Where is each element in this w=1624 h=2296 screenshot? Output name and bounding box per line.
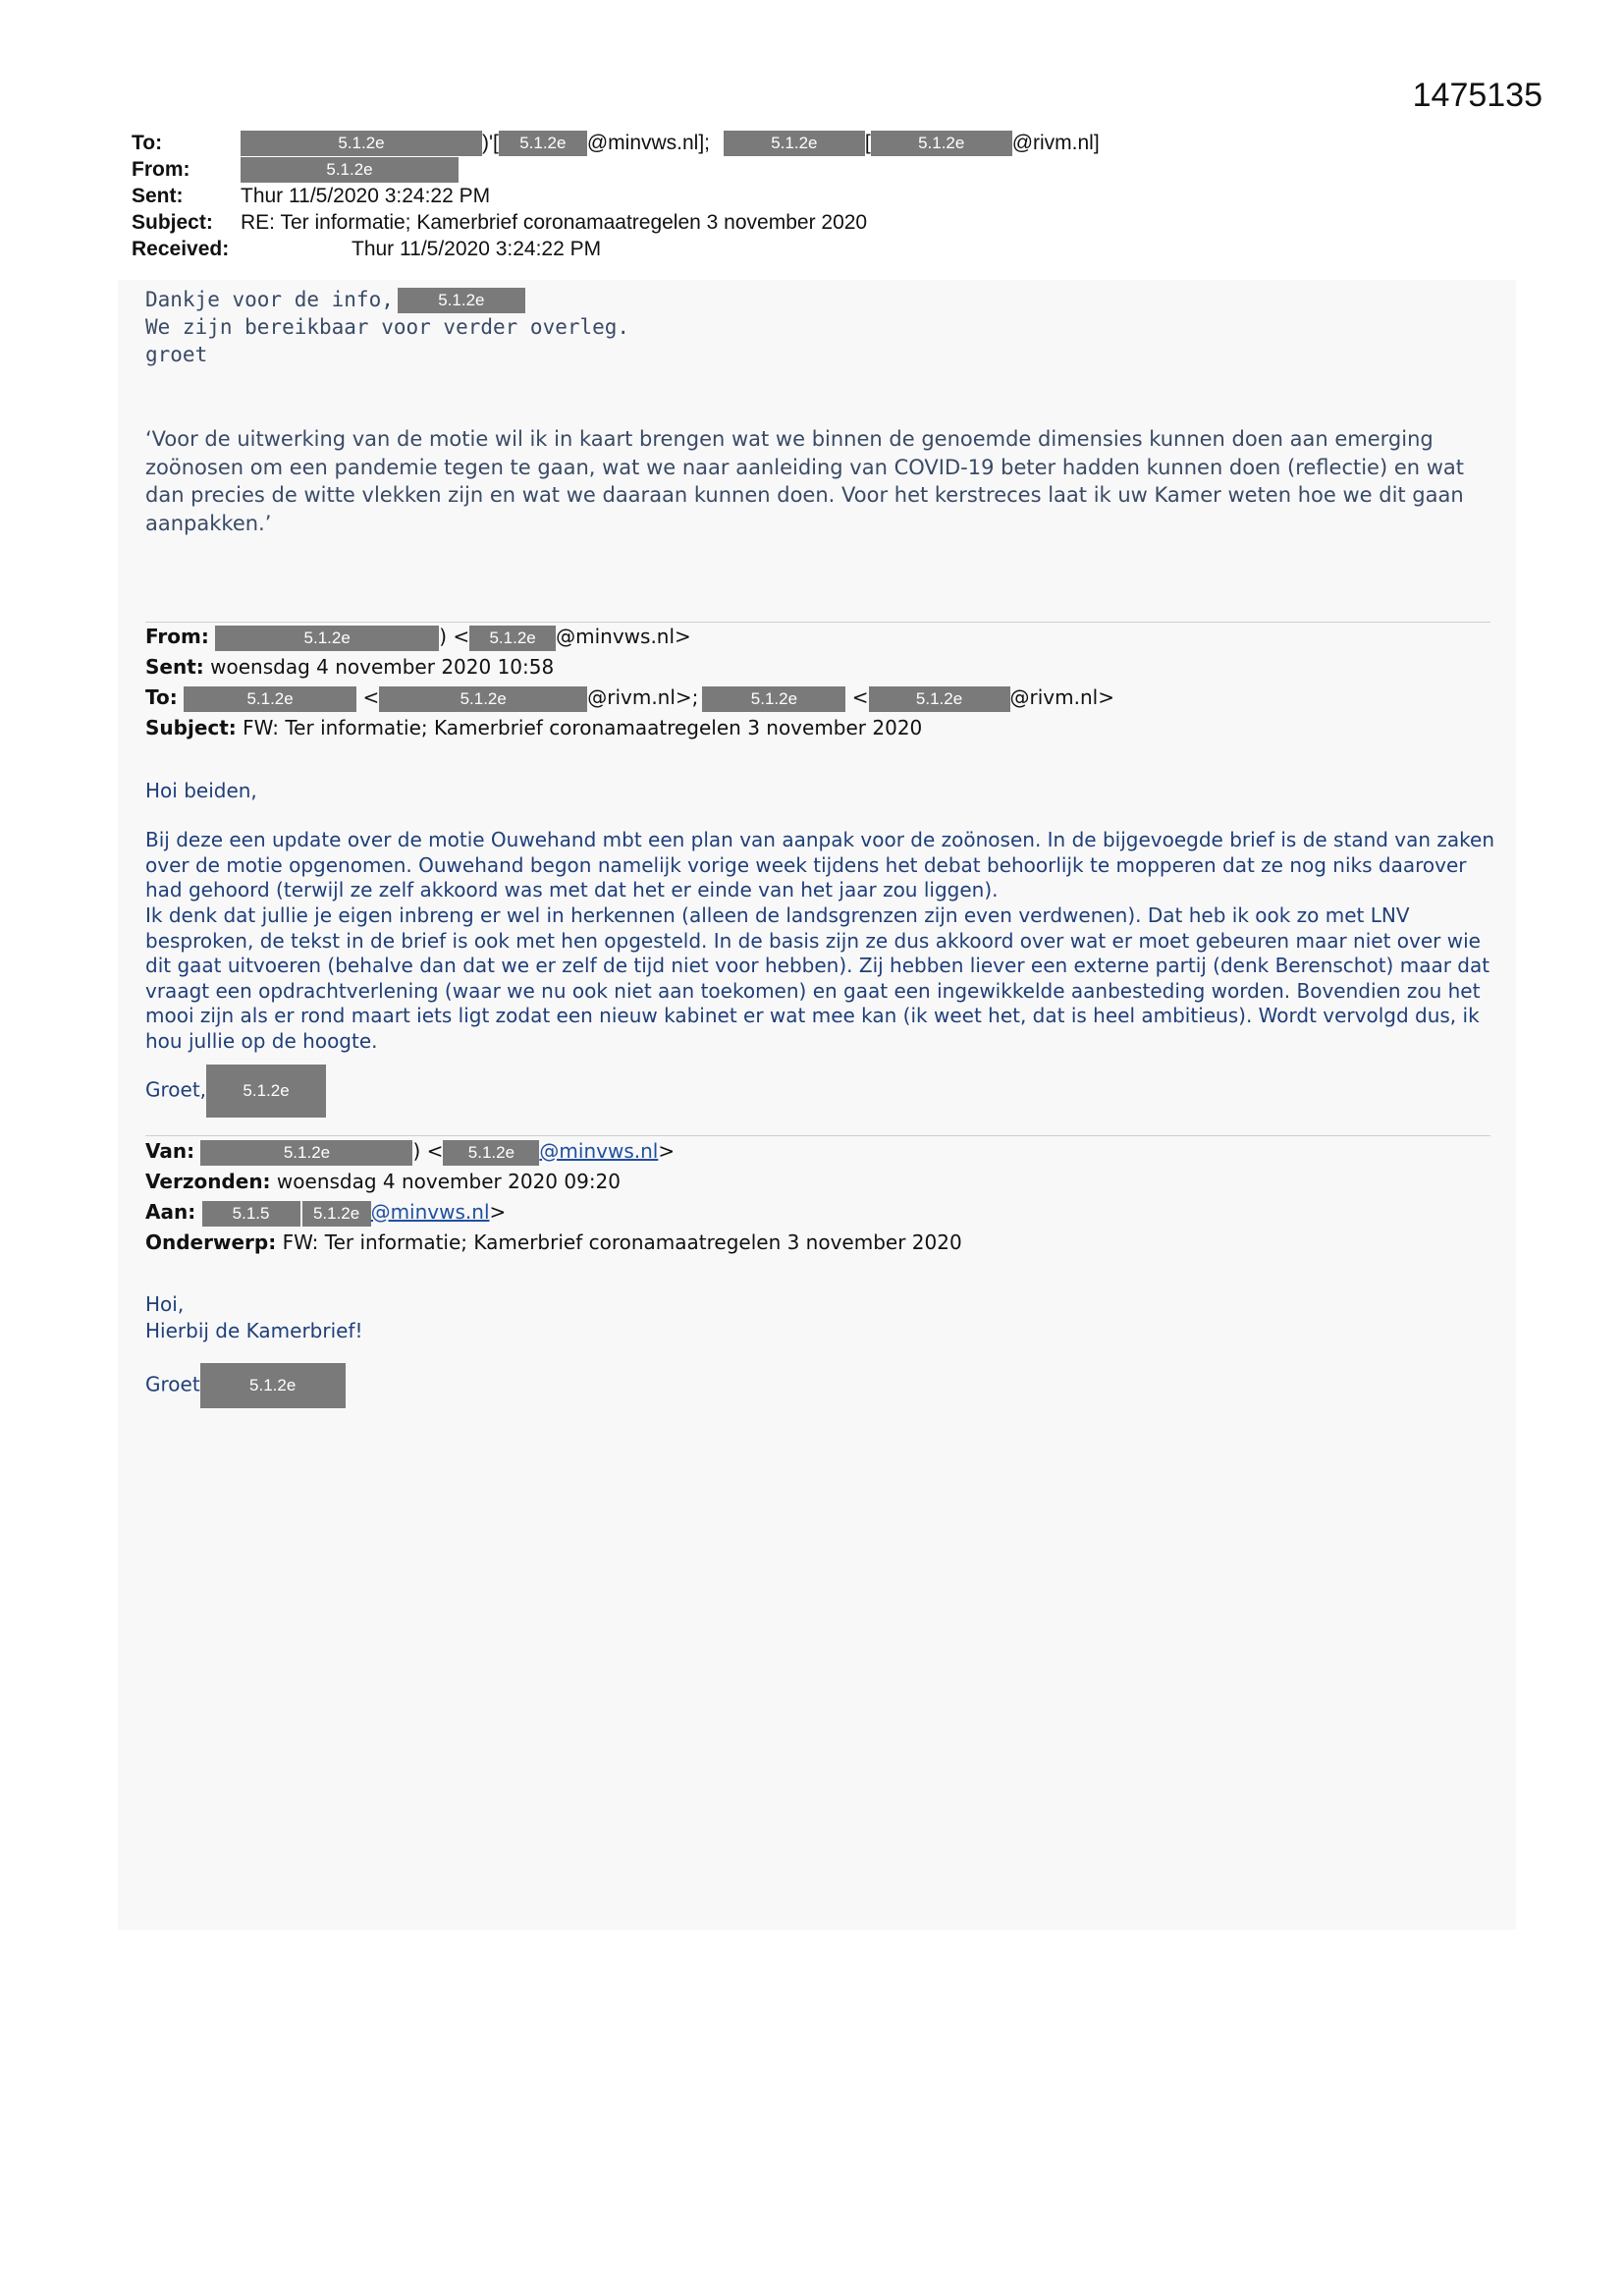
redaction-box: 5.1.5 bbox=[202, 1201, 300, 1227]
redaction-box: 5.1.2e bbox=[206, 1065, 326, 1118]
sent-label: Sent: bbox=[132, 185, 184, 207]
document-id: 1475135 bbox=[1412, 77, 1543, 114]
redaction-box: 5.1.2e bbox=[499, 131, 587, 156]
subject-value: RE: Ter informatie; Kamerbrief coronamaatregelen 3 november 2020 bbox=[241, 211, 868, 234]
redaction-box: 5.1.2e bbox=[184, 686, 356, 712]
received-label: Received: bbox=[132, 238, 230, 260]
subject-label: Subject: bbox=[132, 211, 213, 234]
sent-value: Thur 11/5/2020 3:24:22 PM bbox=[241, 185, 491, 207]
email3-body: Hoi, Hierbij de Kamerbrief! bbox=[145, 1292, 363, 1342]
email2-header: From: 5.1.2e ) < 5.1.2e @minvws.nl> Sent: woensdag 4 november 2020 10:58 To: 5.1.2e < 5.1.2e @rivm.nl>; 5.1.2e < 5.1.2e @rivm.nl> Subject: FW: Ter informatie; Kamerbrief coronamaatregelen 3 november 2020 bbox=[145, 625, 1114, 739]
quoted-motion-text: ‘Voor de uitwerking van de motie wil ik in kaart brengen wat we binnen de genoemde dimensies kunnen doen aan emerging zoönosen om een pandemie tegen te gaan, wat we naar aanleiding van COVID-19 beter hadden kunnen doen (reflectie) en wat dan precies de witte vlekken zijn en wat we daaraan kunnen doen. Voor het kerstreces laat ik uw Kamer weten hoe we dit gaan aanpakken.’ bbox=[145, 427, 1465, 535]
reply-text: Dankje voor de info, 5.1.2e We zijn bereikbaar voor verder overleg. groet bbox=[145, 288, 630, 366]
redaction-box: 5.1.2e bbox=[724, 131, 865, 156]
redaction-box: 5.1.2e bbox=[702, 686, 845, 712]
email2-signoff: Groet, 5.1.2e bbox=[145, 1065, 1500, 1118]
email-link[interactable]: @minvws.nl bbox=[370, 1200, 490, 1224]
redaction-box: 5.1.2e bbox=[379, 686, 587, 712]
redaction-box: 5.1.2e bbox=[398, 288, 525, 313]
from-label: From: bbox=[132, 158, 190, 181]
received-value: Thur 11/5/2020 3:24:22 PM bbox=[352, 238, 602, 260]
email2-body-2: Ik denk dat jullie je eigen inbreng er wel in herkennen (alleen de landsgrenzen zijn even verdwenen). Dat heb ik ook zo met LNV besproken, de tekst in de brief is ook met hen opgesteld. In de basis zijn ze dus akkoord over wat er moet gebeuren maar niet over wie dit gaat uitvoeren (behalve dan dat we er zelf de tijd niet voor hebben). Zij hebben liever een externe partij (denk Berenschot) maar dat vraagt een opdrachtverlening (waar we nu ook niet aan toekomen) en gaat een ingewikkelde aanbesteding worden. Bovendien zou het mooi zijn als er rond maart iets ligt zodat een nieuw kabinet er wat mee kan (ik weet het, dat is heel ambitieus). Wordt vervolgd dus, ik hou jullie op de hoogte. bbox=[145, 903, 1490, 1053]
redaction-box: 5.1.2e bbox=[871, 131, 1012, 156]
redaction-box: 5.1.2e bbox=[869, 686, 1010, 712]
redaction-box: 5.1.2e bbox=[200, 1363, 346, 1408]
redaction-box: 5.1.2e bbox=[469, 626, 556, 651]
redaction-box: 5.1.2e bbox=[302, 1201, 371, 1227]
email3-header: Van: 5.1.2e ) < 5.1.2e @minvws.nl> Verzonden: woensdag 4 november 2020 09:20 Aan: 5.1.5 5.1.2e @minvws.nl> Onderwerp: FW: Ter informatie; Kamerbrief coronamaatregelen 3 november 2020 bbox=[145, 1139, 962, 1254]
redaction-box: 5.1.2e bbox=[241, 157, 459, 183]
email2-body: Bij deze een update over de motie Ouwehand mbt een plan van aanpak voor de zoönosen. In de bijgevoegde brief is de stand van zaken over de motie opgenomen. Ouwehand begon namelijk vorige week tijdens het debat behoorlijk te mopperen dat ze nog niks daarover had gehoord (terwijl ze zelf akkoord was met dat het er einde van het jaar zou liggen). bbox=[145, 828, 1495, 902]
redaction-box: 5.1.2e bbox=[215, 626, 439, 651]
email3-signoff: Groet 5.1.2e bbox=[145, 1363, 1500, 1408]
redaction-box: 5.1.2e bbox=[241, 131, 482, 156]
email-link[interactable]: @minvws.nl bbox=[539, 1139, 659, 1163]
email2-greeting: Hoi beiden, bbox=[145, 779, 257, 802]
redaction-box: 5.1.2e bbox=[200, 1140, 412, 1166]
redaction-box: 5.1.2e bbox=[443, 1140, 539, 1166]
to-label: To: bbox=[132, 132, 163, 154]
